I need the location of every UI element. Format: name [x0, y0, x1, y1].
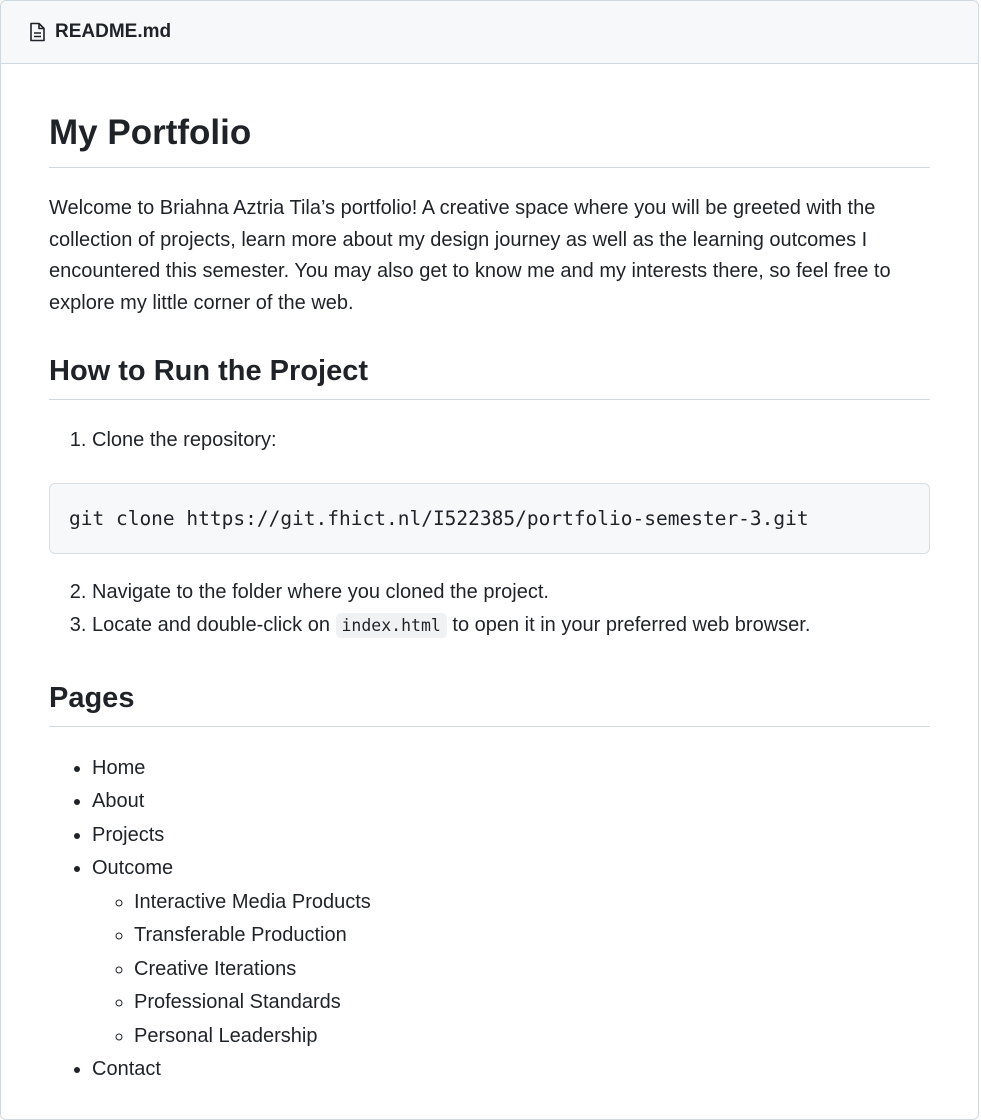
list-item: • Contact: [92, 1053, 930, 1087]
pages-list: [49, 752, 930, 1087]
run-section-heading: How to Run the Project: [49, 353, 930, 400]
list-item: ◦ Professional Standards: [134, 986, 930, 1020]
list-item: ◦ Creative Iterations: [134, 953, 930, 987]
readme-content: [1, 64, 978, 1087]
step-clone: 1. Clone the repository:: [92, 424, 930, 458]
readme-header: [1, 1, 978, 64]
run-steps-list-continued: [49, 576, 930, 643]
step-open-text-after: to open it in your preferred web browser.: [446, 614, 811, 636]
inline-code-index: index.html: [336, 613, 447, 638]
intro-paragraph: Welcome to Briahna Aztria Tila’s portfolio! A creative space where you will be greeted with the collection of projects, learn more about my design journey as well as the learning outcomes I encountered this semester. You may also get to know me and my interests there, so feel free to explore my little corner of the web.: [49, 197, 891, 314]
run-steps-list: [49, 424, 930, 458]
list-item-outcome: [92, 852, 930, 1053]
file-icon: [28, 22, 46, 42]
list-item: • Projects: [92, 819, 930, 853]
page-title: My Portfolio: [49, 64, 930, 168]
list-item: ◦ Transferable Production: [134, 919, 930, 953]
step-open: [92, 609, 930, 643]
code-block[interactable]: [49, 483, 930, 554]
step-navigate: 2. Navigate to the folder where you cloned the project.: [92, 576, 930, 610]
list-item: • Home: [92, 752, 930, 786]
readme-filename[interactable]: README.md: [55, 21, 172, 42]
list-item: • About: [92, 785, 930, 819]
outcome-sublist: [92, 886, 930, 1054]
list-item: ◦ Personal Leadership: [134, 1020, 930, 1054]
list-item-label: Outcome: [92, 857, 174, 879]
clone-command[interactable]: git clone https://git.fhict.nl/I522385/portfolio-semester-3.git: [69, 506, 809, 530]
pages-section-heading: Pages: [49, 680, 930, 727]
step-open-text-before: Locate and double-click on: [92, 614, 336, 636]
list-item: ◦ Interactive Media Products: [134, 886, 930, 920]
